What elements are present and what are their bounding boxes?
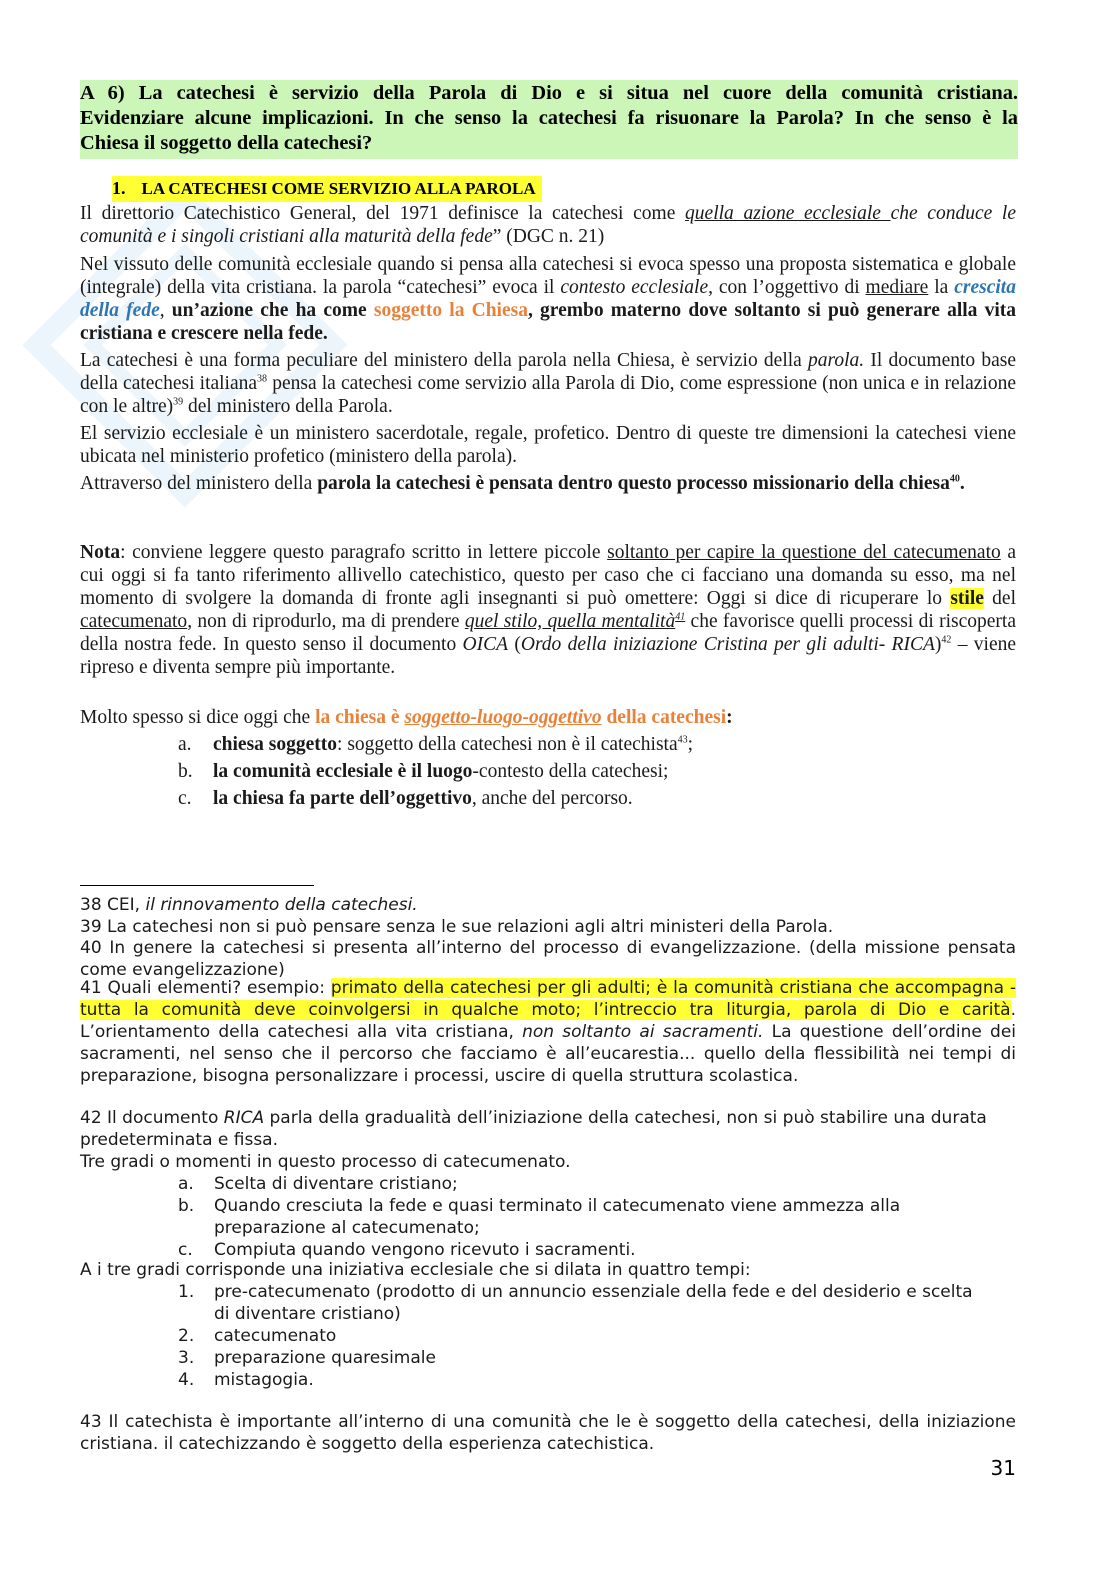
paragraph-1: Il direttorio Catechistico General, del 1971 definisce la catechesi come quella azione ecclesiale che conduce le comunità e i singoli cristiani alla maturità della fede” (DGC n. 21) bbox=[80, 203, 1016, 247]
title-line: Evidenziare alcune implicazioni. In che senso la catechesi fa risuonare la Parola? In che senso è la bbox=[80, 107, 1018, 129]
footnote-38: 38 CEI, il rinnovamento della catechesi. bbox=[80, 895, 418, 915]
footnote-ref: 41 bbox=[675, 611, 686, 623]
footnote-40: 40 In genere la catechesi si presenta all’interno del processo di evangelizzazione. (della missione pensata come evangelizzazione) bbox=[80, 938, 1016, 980]
list-item: a. chiesa soggetto: soggetto della catechesi non è il catechista$^{43}$; bbox=[178, 734, 694, 755]
paragraph-2: Nel vissuto delle comunità ecclesiale quando si pensa alla catechesi si evoca spesso una proposta sistematica e globale (integrale) della vita cristiana. la parola “catechesi” evoca il contesto ecclesiale, con l’oggettivo di mediare la crescita della fede, un’azione che ha come soggetto la Chiesa, grembo materno dove soltanto si può generare alla vita cristiana e crescere nella fede. bbox=[80, 254, 1016, 344]
footnote-ref: 42 bbox=[941, 634, 952, 646]
section-heading bbox=[112, 176, 542, 202]
paragraph-3: La catechesi è una forma peculiare del ministero della parola nella Chiesa, è servizio della parola. Il documento base della catechesi italiana$^{38}$ pensa la catechesi come servizio alla Parola di Dio, come espressione (non unica e in relazione con le altre)$^{39}$ del ministero della Parola. bbox=[80, 350, 1016, 417]
page-number: 31 bbox=[990, 1456, 1016, 1480]
list-item: b. la comunità ecclesiale è il luogo-contesto della catechesi; bbox=[178, 761, 669, 782]
list-item: 3. preparazione quaresimale bbox=[178, 1348, 436, 1368]
footnote-39: 39 La catechesi non si può pensare senza le sue relazioni agli altri ministeri della Parola. bbox=[80, 917, 834, 937]
list-item: c. Compiuta quando vengono ricevuto i sacramenti. bbox=[178, 1240, 636, 1260]
footnote-42: 42 Il documento RICA parla della gradualità dell’iniziazione della catechesi, non si può stabilire una durata predeterminata e fissa. bbox=[80, 1108, 987, 1150]
gradi-list bbox=[178, 1173, 978, 1261]
paragraph-6: Molto spesso si dice oggi che la chiesa è soggetto-luogo-oggettivo della catechesi: bbox=[80, 707, 733, 728]
list-item: b. Quando cresciuta la fede e quasi terminato il catecumenato viene ammezza alla preparazione al catecumenato; bbox=[178, 1196, 901, 1238]
list-item: 1. pre-catecumenato (prodotto di un annuncio essenziale della fede e del desiderio e scelta di diventare cristiano) bbox=[178, 1282, 973, 1324]
list-item: a. Scelta di diventare cristiano; bbox=[178, 1174, 458, 1194]
footnote-tre-gradi: Tre gradi o momenti in questo processo di catecumenato. bbox=[80, 1152, 571, 1172]
footnote-41: 41 Quali elementi? esempio: primato della catechesi per gli adulti; è la comunità cristiana che accompagna -tutta la comunità deve coinvolgersi in qualche moto; l’intreccio tra liturgia, parola di Dio e carità. L’orientamento della catechesi alla vita cristiana, non soltanto ai sacramenti. La questione dell’ordine dei sacramenti, nel senso che il percorso che facciamo è all’eucarestia... quello della flessibilità nei tempi di preparazione, bisogna personalizzare i processi, uscire di quella struttura scolastica. bbox=[80, 978, 1016, 1086]
tempi-list bbox=[178, 1281, 978, 1391]
footnote-ref: 38 bbox=[257, 373, 268, 385]
section-heading-text: LA CATECHESI COME SERVIZIO ALLA PAROLA bbox=[141, 179, 536, 198]
paragraph-5: Attraverso del ministero della parola la catechesi è pensata dentro questo processo missionario della chiesa$^{40}$. bbox=[80, 473, 965, 494]
footnote-ref: 39 bbox=[173, 396, 184, 408]
section-number: 1. bbox=[112, 178, 126, 198]
footnote-quattro-tempi: A i tre gradi corrisponde una iniziativa ecclesiale che si dilata in quattro tempi: bbox=[80, 1260, 751, 1280]
paragraph-4: El servizio ecclesiale è un ministero sacerdotale, regale, profetico. Dentro di queste tre dimensioni la catechesi viene ubicata nel ministerio profetico (ministero della parola). bbox=[80, 423, 1016, 467]
list-item: 4. mistagogia. bbox=[178, 1370, 314, 1390]
title-line: A 6) La catechesi è servizio della Parola di Dio e si situa nel cuore della comunità cristiana. bbox=[80, 82, 1018, 104]
footnote-ref: 40 bbox=[949, 473, 960, 485]
list-item: 2. catecumenato bbox=[178, 1326, 337, 1346]
list-item: c. la chiesa fa parte dell’oggettivo, anche del percorso. bbox=[178, 788, 633, 809]
nota-paragraph: Nota: conviene leggere questo paragrafo scritto in lettere piccole soltanto per capire la questione del catecumenato a cui oggi si fa tanto riferimento allivello catechistico, questo per caso che ci facciano una domanda su esso, ma nel momento di svolgere la domanda di fronte agli insegnanti si può omettere: Oggi si dice di ricuperare lo stile del catecumenato, non di riprodurlo, ma di prendere quel stilo, quella mentalità$^{41}$ che favorisce quelli processi di riscoperta della nostra fede. In questo senso il documento OICA (Ordo della iniziazione Cristina per gli adulti- RICA)$^{42}$ – viene ripreso e diventa sempre più importante. bbox=[80, 542, 1017, 678]
footnote-43: 43 Il catechista è importante all’interno di una comunità che le è soggetto della catechesi, della iniziazione cristiana. il catechizzando è soggetto della esperienza catechistica. bbox=[80, 1412, 1016, 1454]
footnote-separator bbox=[80, 885, 314, 886]
ecclesial-list bbox=[178, 731, 693, 812]
title-line: Chiesa il soggetto della catechesi? bbox=[80, 132, 373, 154]
question-title bbox=[80, 80, 1018, 159]
